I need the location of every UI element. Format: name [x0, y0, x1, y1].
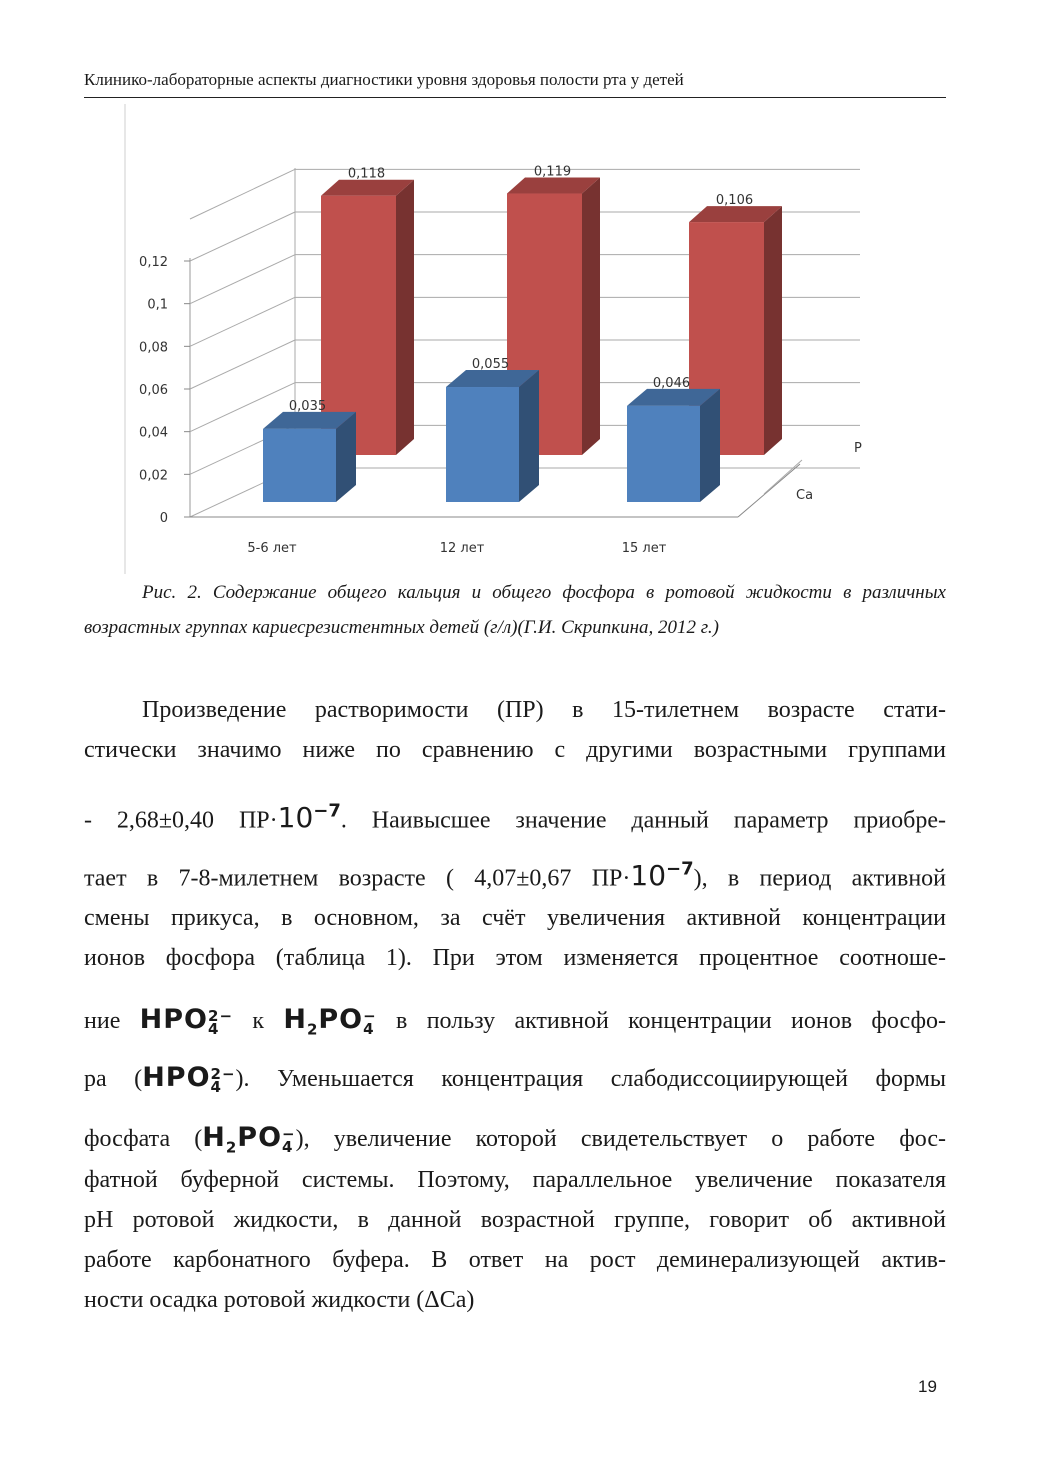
bar-chart-3d [84, 104, 946, 574]
formula-h2po4 [202, 1122, 296, 1157]
formula-part: H [283, 1004, 307, 1035]
text-line: Произведение растворимости (ПР) в 15-тилетнем возрасте стати- [142, 697, 946, 723]
text-fragment: ра ( [84, 1066, 143, 1092]
formula-hpo4 [142, 1062, 236, 1096]
formula-sup: 2− [208, 1007, 234, 1025]
formula-sup: − [282, 1125, 296, 1143]
exp-power: −7 [666, 859, 694, 880]
formula-indices [210, 1065, 236, 1096]
formula-indices [208, 1007, 234, 1038]
y-tick-label: 0,1 [147, 297, 168, 313]
gridline-side [190, 255, 295, 304]
formula-sub: 4 [210, 1078, 222, 1096]
floor-right-edge [738, 464, 800, 517]
bar-side-Ca [519, 370, 539, 502]
text-fragment: в пользу активной концентрации ионов фосфо- [376, 1008, 946, 1034]
y-tick-label: 0,12 [139, 255, 168, 270]
formula-indices [363, 1007, 377, 1038]
exponent-formula [630, 859, 693, 892]
text-fragment: ), увеличение которой свидетельствует о работе фос- [295, 1126, 946, 1152]
text-fragment: тает в 7-8-милетнем возрасте ( 4,07±0,67 ПР· [84, 865, 631, 892]
text-fragment: фосфата ( [84, 1126, 203, 1152]
bar-Ca [446, 387, 519, 502]
data-label: 0,118 [347, 166, 386, 182]
text-fragment: . Наивысшее значение данный параметр приобре- [340, 807, 946, 834]
gridline-side [190, 212, 295, 261]
y-tick-label: 0,08 [139, 340, 168, 356]
bar-side-P [582, 178, 600, 455]
y-tick-label: 0,06 [139, 383, 168, 398]
text-fragment: ние [84, 1008, 140, 1034]
data-label: 0,035 [288, 398, 327, 414]
text-line-with-exponent [84, 842, 946, 906]
data-label: 0,046 [652, 375, 691, 391]
text-fragment: ). Уменьшается концентрация слабодиссоциирующей формы [235, 1066, 946, 1092]
text-line-with-formula [84, 1048, 946, 1109]
figure-caption: Рис. 2. Содержание общего кальция и общего фосфора в ротовой жидкости в различных возрастных группах кариесрезистентных детей (г/л)(Г.И. Скрипкина, 2012 г.) [84, 582, 946, 638]
bar-Ca [627, 406, 700, 502]
text-line: ионов фосфора (таблица 1). При этом изменяется процентное соотноше- [84, 945, 946, 971]
formula-sub: 4 [363, 1020, 375, 1038]
formula-part: PO [237, 1122, 283, 1153]
gridline-side [190, 340, 295, 389]
series-label: P [854, 441, 862, 456]
text-line: pH ротовой жидкости, в данной возрастной группе, говорит об активной [84, 1207, 946, 1233]
text-fragment: - 2,68±0,40 ПР· [84, 807, 278, 834]
formula-part: HPO [142, 1062, 211, 1093]
page-number: 19 [918, 1377, 937, 1396]
formula-h2po4 [283, 1004, 377, 1039]
gridline-side [190, 297, 295, 346]
text-line: работе карбонатного буфера. В ответ на рост деминерализующей актив- [84, 1247, 946, 1273]
text-fragment: к [233, 1008, 284, 1034]
bar-side-Ca [700, 389, 720, 502]
formula-part: H [202, 1122, 226, 1153]
figure-chart [84, 104, 946, 574]
exp-power: −7 [313, 801, 341, 822]
paragraph [142, 690, 946, 730]
gridline-side [190, 169, 295, 219]
formula-sub: 2 [225, 1138, 238, 1157]
text-line-with-exponent [84, 782, 946, 850]
text-line: смены прикуса, в основном, за счёт увеличения активной концентрации [84, 905, 946, 931]
text-line: фатной буферной системы. Поэтому, параллельное увеличение показателя [84, 1167, 946, 1193]
bar-side-P [396, 180, 414, 455]
x-tick-label: 12 лет [439, 541, 485, 556]
formula-indices [282, 1125, 296, 1156]
formula-sup: − [363, 1007, 377, 1025]
data-label: 0,055 [471, 357, 510, 373]
formula-sub: 2 [306, 1020, 319, 1039]
running-head: Клинико-лабораторные аспекты диагностики уровня здоровья полости рта у детей [84, 68, 946, 98]
formula-hpo4 [139, 1004, 234, 1038]
bar-Ca [263, 429, 336, 502]
formula-sub: 4 [282, 1138, 294, 1156]
formula-part: PO [318, 1004, 364, 1035]
y-tick-label: 0 [159, 511, 168, 526]
exponent-formula [278, 801, 341, 834]
data-label: 0,106 [715, 193, 754, 209]
data-label: 0,119 [533, 164, 572, 180]
x-tick-label: 5-6 лет [247, 541, 297, 556]
text-line: ности осадка ротовой жидкости (ΔCa) [84, 1287, 475, 1313]
x-tick-label: 15 лет [621, 541, 667, 556]
formula-part: HPO [139, 1004, 209, 1035]
exp-base: 10 [630, 859, 667, 893]
series-label: Ca [796, 488, 814, 503]
y-tick-label: 0,02 [139, 468, 168, 484]
formula-sup: 2− [210, 1065, 236, 1083]
exp-base: 10 [277, 801, 314, 835]
text-line: стически значимо ниже по сравнению с другими возрастными группами [84, 737, 946, 763]
y-tick-label: 0,04 [139, 425, 168, 441]
text-fragment: ), в период активной [693, 865, 947, 892]
bar-side-P [764, 206, 782, 455]
formula-sub: 4 [208, 1020, 220, 1038]
